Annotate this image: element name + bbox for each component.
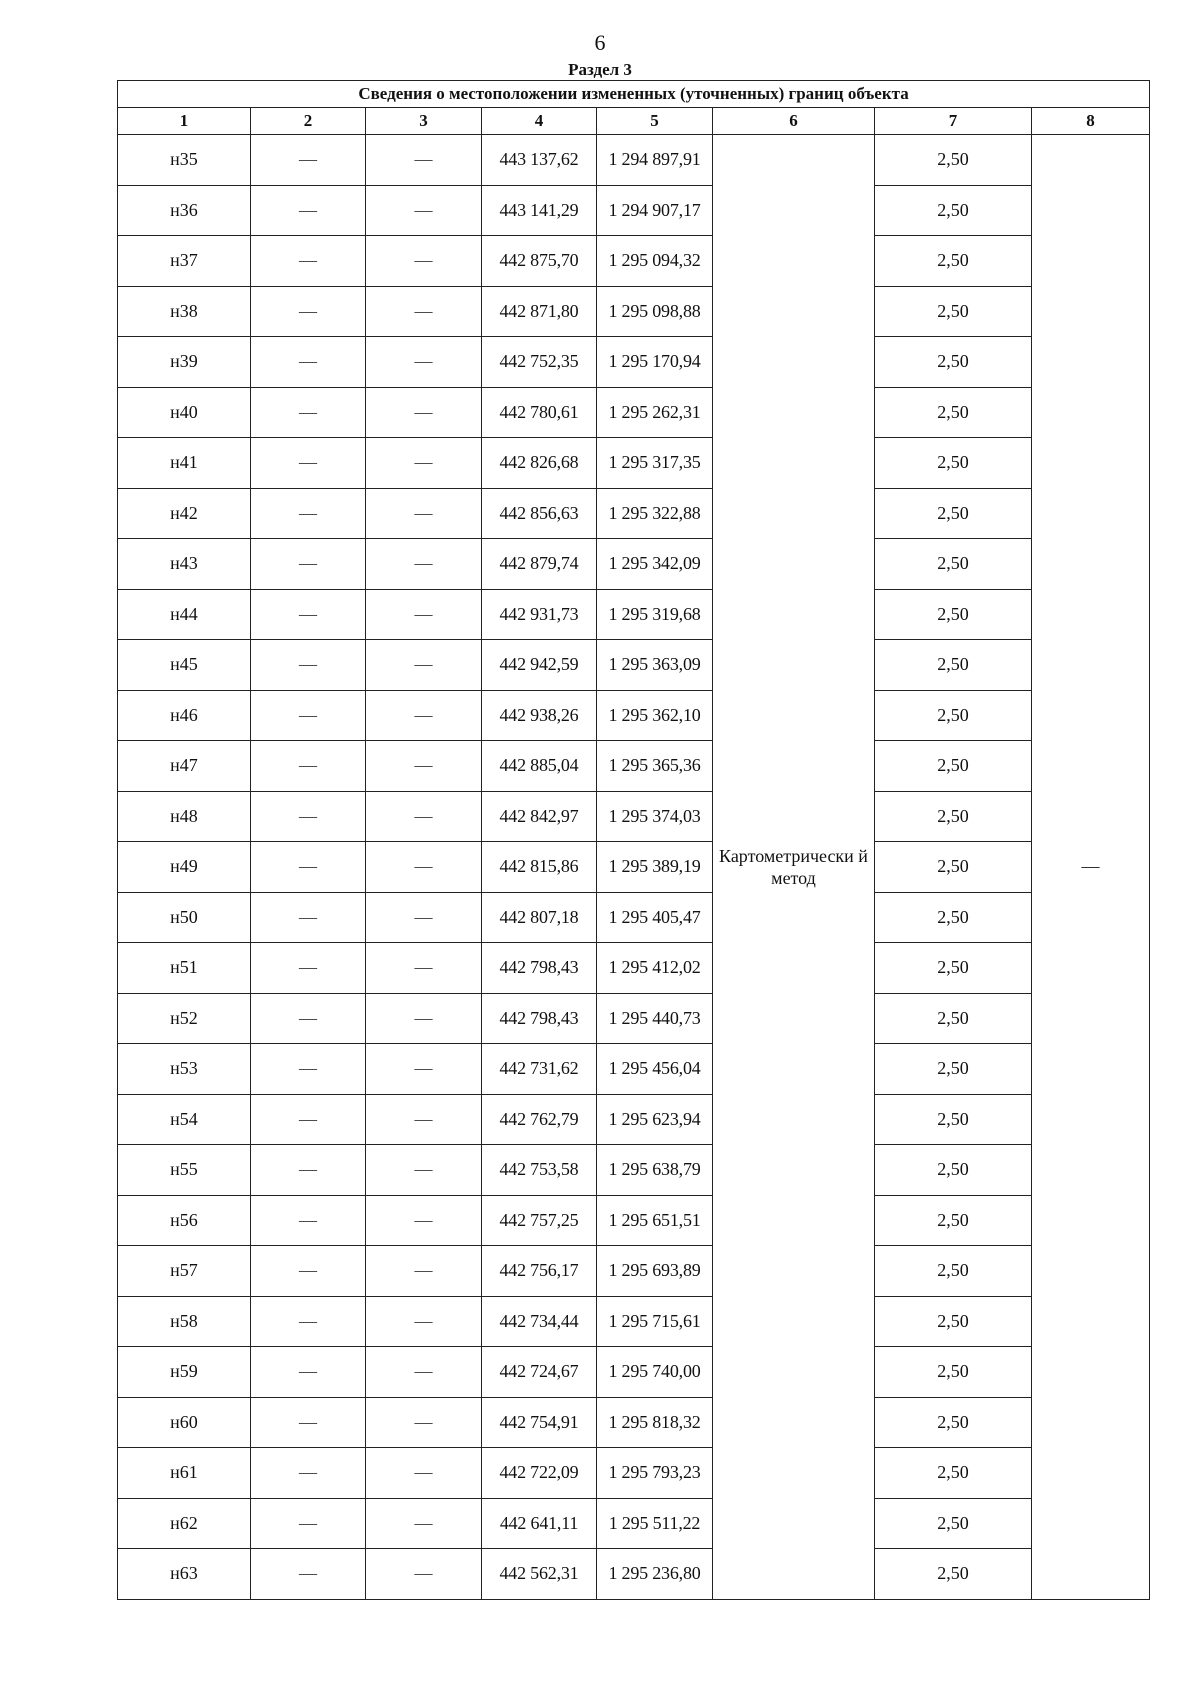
y-coordinate-cell: 1 295 317,35 [597,438,713,489]
method-cell: Картометрически й метод [713,135,875,1600]
y-coordinate-cell: 1 295 440,73 [597,993,713,1044]
col8-cell: — [1032,135,1150,1600]
accuracy-cell: 2,50 [875,1448,1032,1499]
table-row [118,1246,1150,1297]
col3-cell: — [366,488,482,539]
col2-cell: — [251,135,366,186]
point-name-cell: н50 [118,892,251,943]
col3-cell: — [366,1296,482,1347]
accuracy-cell: 2,50 [875,236,1032,287]
y-coordinate-cell: 1 295 098,88 [597,286,713,337]
x-coordinate-cell: 443 141,29 [482,185,597,236]
col2-cell: — [251,1246,366,1297]
x-coordinate-cell: 442 938,26 [482,690,597,741]
col3-cell: — [366,337,482,388]
accuracy-cell: 2,50 [875,1498,1032,1549]
table-row [118,1448,1150,1499]
table-row [118,488,1150,539]
col2-cell: — [251,589,366,640]
point-name-cell: н43 [118,539,251,590]
y-coordinate-cell: 1 295 319,68 [597,589,713,640]
accuracy-cell: 2,50 [875,539,1032,590]
col2-cell: — [251,1195,366,1246]
table-row [118,286,1150,337]
col3-cell: — [366,993,482,1044]
point-name-cell: н42 [118,488,251,539]
y-coordinate-cell: 1 295 715,61 [597,1296,713,1347]
y-coordinate-cell: 1 295 322,88 [597,488,713,539]
x-coordinate-cell: 442 722,09 [482,1448,597,1499]
table-row [118,640,1150,691]
y-coordinate-cell: 1 295 456,04 [597,1044,713,1095]
col3-cell: — [366,1549,482,1600]
col2-cell: — [251,993,366,1044]
point-name-cell: н40 [118,387,251,438]
y-coordinate-cell: 1 295 511,22 [597,1498,713,1549]
col3-cell: — [366,640,482,691]
y-coordinate-cell: 1 295 342,09 [597,539,713,590]
table-row [118,135,1150,186]
col2-cell: — [251,791,366,842]
col3-cell: — [366,842,482,893]
table-row [118,791,1150,842]
point-name-cell: н38 [118,286,251,337]
col3-cell: — [366,1397,482,1448]
x-coordinate-cell: 442 757,25 [482,1195,597,1246]
point-name-cell: н41 [118,438,251,489]
col2-cell: — [251,1549,366,1600]
col3-cell: — [366,1094,482,1145]
y-coordinate-cell: 1 295 793,23 [597,1448,713,1499]
col3-cell: — [366,539,482,590]
col2-cell: — [251,690,366,741]
y-coordinate-cell: 1 295 693,89 [597,1246,713,1297]
y-coordinate-cell: 1 295 389,19 [597,842,713,893]
x-coordinate-cell: 442 798,43 [482,943,597,994]
col2-cell: — [251,1448,366,1499]
accuracy-cell: 2,50 [875,1347,1032,1398]
y-coordinate-cell: 1 294 907,17 [597,185,713,236]
table-body [118,135,1150,1600]
accuracy-cell: 2,50 [875,135,1032,186]
col3-cell: — [366,690,482,741]
col3-cell: — [366,589,482,640]
point-name-cell: н54 [118,1094,251,1145]
accuracy-cell: 2,50 [875,387,1032,438]
y-coordinate-cell: 1 295 638,79 [597,1145,713,1196]
accuracy-cell: 2,50 [875,791,1032,842]
col2-cell: — [251,842,366,893]
x-coordinate-cell: 442 724,67 [482,1347,597,1398]
x-coordinate-cell: 442 885,04 [482,741,597,792]
table-row [118,1195,1150,1246]
point-name-cell: н44 [118,589,251,640]
col3-cell: — [366,1246,482,1297]
y-coordinate-cell: 1 295 094,32 [597,236,713,287]
x-coordinate-cell: 443 137,62 [482,135,597,186]
accuracy-cell: 2,50 [875,438,1032,489]
table-row [118,1347,1150,1398]
col2-cell: — [251,1094,366,1145]
point-name-cell: н52 [118,993,251,1044]
col2-cell: — [251,387,366,438]
col3-cell: — [366,185,482,236]
col3-cell: — [366,741,482,792]
col2-cell: — [251,1498,366,1549]
col2-cell: — [251,640,366,691]
col3-cell: — [366,892,482,943]
accuracy-cell: 2,50 [875,993,1032,1044]
x-coordinate-cell: 442 826,68 [482,438,597,489]
table-row [118,539,1150,590]
table-row [118,741,1150,792]
x-coordinate-cell: 442 734,44 [482,1296,597,1347]
point-name-cell: н46 [118,690,251,741]
point-name-cell: н47 [118,741,251,792]
col2-cell: — [251,236,366,287]
accuracy-cell: 2,50 [875,1044,1032,1095]
y-coordinate-cell: 1 295 412,02 [597,943,713,994]
y-coordinate-cell: 1 295 170,94 [597,337,713,388]
accuracy-cell: 2,50 [875,1397,1032,1448]
accuracy-cell: 2,50 [875,337,1032,388]
point-name-cell: н39 [118,337,251,388]
y-coordinate-cell: 1 295 262,31 [597,387,713,438]
table-row [118,943,1150,994]
col2-cell: — [251,943,366,994]
point-name-cell: н37 [118,236,251,287]
col2-cell: — [251,1397,366,1448]
y-coordinate-cell: 1 295 405,47 [597,892,713,943]
table-row [118,387,1150,438]
y-coordinate-cell: 1 295 651,51 [597,1195,713,1246]
point-name-cell: н51 [118,943,251,994]
col3-cell: — [366,236,482,287]
table-row [118,892,1150,943]
point-name-cell: н61 [118,1448,251,1499]
y-coordinate-cell: 1 294 897,91 [597,135,713,186]
point-name-cell: н48 [118,791,251,842]
accuracy-cell: 2,50 [875,1094,1032,1145]
col2-cell: — [251,1296,366,1347]
accuracy-cell: 2,50 [875,690,1032,741]
col3-cell: — [366,791,482,842]
table-row [118,1145,1150,1196]
y-coordinate-cell: 1 295 363,09 [597,640,713,691]
table-row [118,589,1150,640]
col3-cell: — [366,1195,482,1246]
col2-cell: — [251,438,366,489]
x-coordinate-cell: 442 815,86 [482,842,597,893]
y-coordinate-cell: 1 295 236,80 [597,1549,713,1600]
table-header-row [118,108,1150,135]
col2-cell: — [251,1145,366,1196]
col3-cell: — [366,1498,482,1549]
point-name-cell: н35 [118,135,251,186]
point-name-cell: н45 [118,640,251,691]
col3-cell: — [366,1347,482,1398]
col3-cell: — [366,135,482,186]
table-row [118,1296,1150,1347]
x-coordinate-cell: 442 842,97 [482,791,597,842]
x-coordinate-cell: 442 562,31 [482,1549,597,1600]
x-coordinate-cell: 442 879,74 [482,539,597,590]
x-coordinate-cell: 442 780,61 [482,387,597,438]
point-name-cell: н57 [118,1246,251,1297]
x-coordinate-cell: 442 875,70 [482,236,597,287]
accuracy-cell: 2,50 [875,1195,1032,1246]
point-name-cell: н56 [118,1195,251,1246]
table-row [118,1549,1150,1600]
point-name-cell: н63 [118,1549,251,1600]
col3-cell: — [366,286,482,337]
col2-cell: — [251,337,366,388]
accuracy-cell: 2,50 [875,1145,1032,1196]
accuracy-cell: 2,50 [875,892,1032,943]
point-name-cell: н36 [118,185,251,236]
table-row [118,1498,1150,1549]
x-coordinate-cell: 442 762,79 [482,1094,597,1145]
y-coordinate-cell: 1 295 362,10 [597,690,713,741]
x-coordinate-cell: 442 807,18 [482,892,597,943]
x-coordinate-cell: 442 754,91 [482,1397,597,1448]
page-number: 6 [594,30,606,55]
y-coordinate-cell: 1 295 740,00 [597,1347,713,1398]
column-header: 2 [251,108,366,135]
x-coordinate-cell: 442 798,43 [482,993,597,1044]
col2-cell: — [251,1044,366,1095]
y-coordinate-cell: 1 295 818,32 [597,1397,713,1448]
accuracy-cell: 2,50 [875,185,1032,236]
table-row [118,236,1150,287]
column-header: 3 [366,108,482,135]
y-coordinate-cell: 1 295 374,03 [597,791,713,842]
column-header: 7 [875,108,1032,135]
accuracy-cell: 2,50 [875,943,1032,994]
table-row [118,438,1150,489]
point-name-cell: н55 [118,1145,251,1196]
accuracy-cell: 2,50 [875,640,1032,691]
y-coordinate-cell: 1 295 623,94 [597,1094,713,1145]
col3-cell: — [366,387,482,438]
section-title: Раздел 3 [568,60,632,79]
col3-cell: — [366,1044,482,1095]
table-row [118,1094,1150,1145]
boundary-coordinates-table [117,80,1150,1600]
accuracy-cell: 2,50 [875,1246,1032,1297]
col3-cell: — [366,1448,482,1499]
point-name-cell: н60 [118,1397,251,1448]
column-header: 8 [1032,108,1150,135]
x-coordinate-cell: 442 871,80 [482,286,597,337]
accuracy-cell: 2,50 [875,589,1032,640]
point-name-cell: н58 [118,1296,251,1347]
col2-cell: — [251,286,366,337]
x-coordinate-cell: 442 931,73 [482,589,597,640]
col2-cell: — [251,185,366,236]
accuracy-cell: 2,50 [875,842,1032,893]
accuracy-cell: 2,50 [875,488,1032,539]
point-name-cell: н62 [118,1498,251,1549]
table-row [118,993,1150,1044]
x-coordinate-cell: 442 942,59 [482,640,597,691]
x-coordinate-cell: 442 756,17 [482,1246,597,1297]
accuracy-cell: 2,50 [875,1296,1032,1347]
x-coordinate-cell: 442 731,62 [482,1044,597,1095]
accuracy-cell: 2,50 [875,741,1032,792]
x-coordinate-cell: 442 856,63 [482,488,597,539]
col2-cell: — [251,488,366,539]
col2-cell: — [251,892,366,943]
table-row [118,690,1150,741]
point-name-cell: н49 [118,842,251,893]
x-coordinate-cell: 442 641,11 [482,1498,597,1549]
col2-cell: — [251,539,366,590]
col3-cell: — [366,438,482,489]
table-row [118,185,1150,236]
col3-cell: — [366,943,482,994]
col3-cell: — [366,1145,482,1196]
point-name-cell: н53 [118,1044,251,1095]
table-row [118,337,1150,388]
table-caption: Сведения о местоположении измененных (уточненных) границ объекта [118,81,1150,108]
col2-cell: — [251,1347,366,1398]
point-name-cell: н59 [118,1347,251,1398]
column-header: 5 [597,108,713,135]
y-coordinate-cell: 1 295 365,36 [597,741,713,792]
accuracy-cell: 2,50 [875,286,1032,337]
column-header: 1 [118,108,251,135]
table-row [118,842,1150,893]
accuracy-cell: 2,50 [875,1549,1032,1600]
x-coordinate-cell: 442 752,35 [482,337,597,388]
column-header: 6 [713,108,875,135]
table-row [118,1044,1150,1095]
x-coordinate-cell: 442 753,58 [482,1145,597,1196]
column-header: 4 [482,108,597,135]
col2-cell: — [251,741,366,792]
table-row [118,1397,1150,1448]
